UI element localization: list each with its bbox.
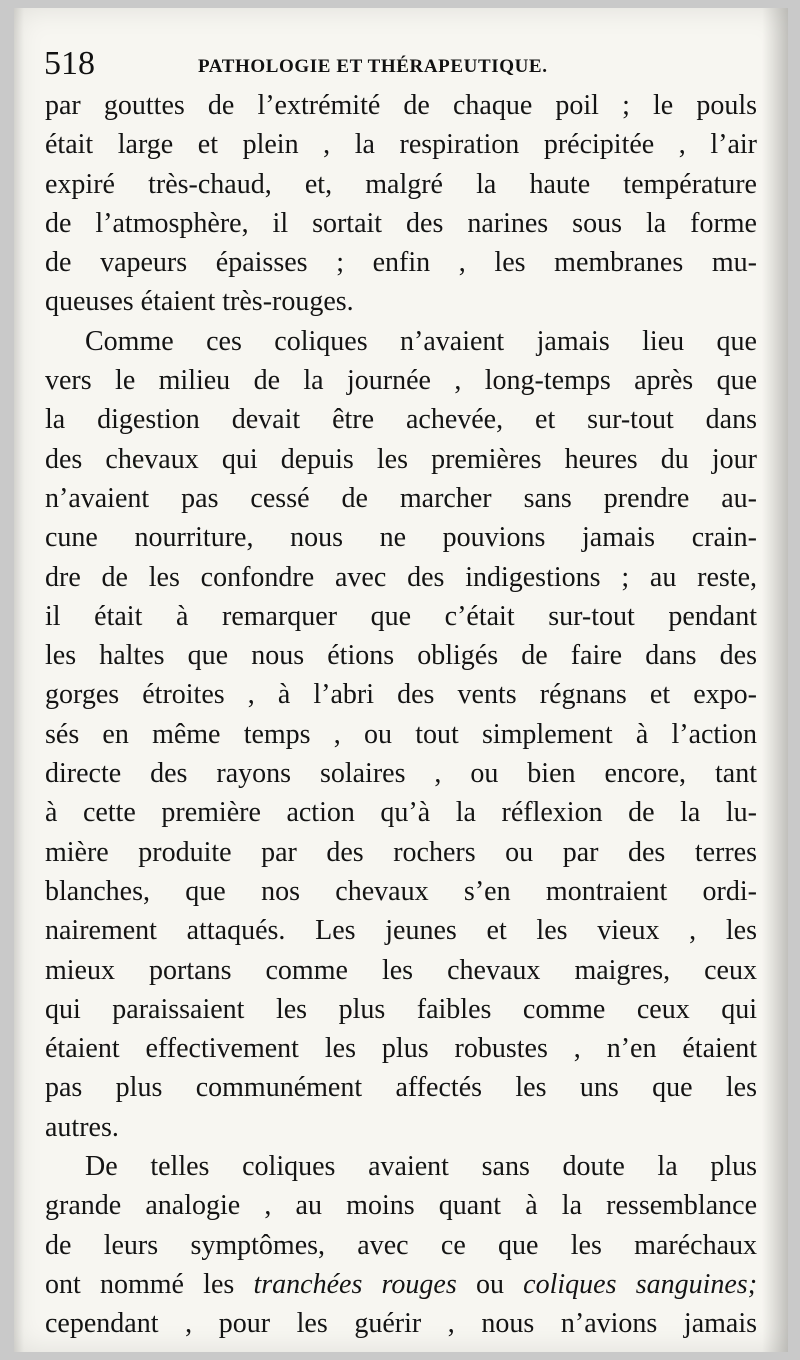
paragraph-1 (45, 86, 757, 322)
text-line: directe des rayons solaires , ou bien encore, tant (45, 758, 757, 790)
text-line: la digestion devait être achevée, et sur-tout dans (45, 404, 757, 436)
text-line: mière produite par des rochers ou par des terres (45, 836, 757, 868)
text-line: expiré très-chaud, et, malgré la haute température (45, 168, 757, 200)
paragraph-2 (45, 322, 757, 1147)
line-text: ou (456, 1268, 524, 1300)
text-line: queuses étaient très-rouges. (45, 286, 354, 318)
text-line: par gouttes de l’extrémité de chaque poil ; le pouls (45, 90, 757, 121)
page-shadow-left (14, 8, 24, 1352)
text-line: dre de les confondre avec des indigestions ; au reste, (45, 561, 757, 593)
text-line: Comme ces coliques n’avaient jamais lieu que (85, 325, 757, 357)
text-line-with-italics (45, 1265, 757, 1304)
text-line: gorges étroites , à l’abri des vents régnans et expo- (45, 679, 757, 711)
paragraph-3 (45, 1147, 757, 1343)
text-line: autres. (45, 1111, 119, 1143)
text-line: étaient effectivement les plus robustes , n’en étaient (45, 1033, 757, 1065)
book-page (14, 8, 788, 1352)
text-line: qui paraissaient les plus faibles comme ceux qui (45, 993, 757, 1025)
text-line: vers le milieu de la journée , long-temps après que (45, 365, 757, 397)
page-number: 518 (44, 45, 95, 82)
text-line: cune nourriture, nous ne pouvions jamais crain- (45, 522, 757, 554)
text-line: sés en même temps , ou tout simplement à l’action (45, 718, 757, 750)
running-head: PATHOLOGIE ET THÉRAPEUTIQUE. (198, 56, 548, 77)
page-shadow-right (762, 8, 788, 1352)
text-line: de leurs symptômes, avec ce que les maréchaux (45, 1229, 757, 1261)
text-line: cependant , pour les guérir , nous n’avions jamais (45, 1308, 757, 1340)
text-line: blanches, que nos chevaux s’en montraient ordi- (45, 875, 757, 907)
text-line: de l’atmosphère, il sortait des narines sous la forme (45, 207, 757, 239)
text-line: les haltes que nous étions obligés de faire dans des (45, 640, 757, 672)
text-line: n’avaient pas cessé de marcher sans prendre au- (45, 482, 757, 514)
text-line: était large et plein , la respiration précipitée , l’air (45, 129, 757, 161)
line-text: ont nommé les (45, 1268, 254, 1300)
text-line: il était à remarquer que c’était sur-tout pendant (45, 600, 757, 632)
text-line: à cette première action qu’à la réflexion de la lu- (45, 797, 757, 829)
italic-term: coliques sanguines; (523, 1268, 758, 1300)
text-line: nairement attaqués. Les jeunes et les vieux , les (45, 915, 757, 947)
text-line: De telles coliques avaient sans doute la plus (85, 1151, 757, 1183)
body-text (45, 86, 757, 1344)
text-line: de vapeurs épaisses ; enfin , les membranes mu- (45, 247, 757, 279)
text-line: des chevaux qui depuis les premières heures du jour (45, 443, 757, 475)
text-line: pas plus communément affectés les uns que les (45, 1072, 757, 1104)
italic-term: tranchées rouges (253, 1268, 457, 1300)
page-header (44, 42, 744, 92)
text-line: grande analogie , au moins quant à la ressemblance (45, 1190, 757, 1222)
text-line: mieux portans comme les chevaux maigres, ceux (45, 954, 757, 986)
